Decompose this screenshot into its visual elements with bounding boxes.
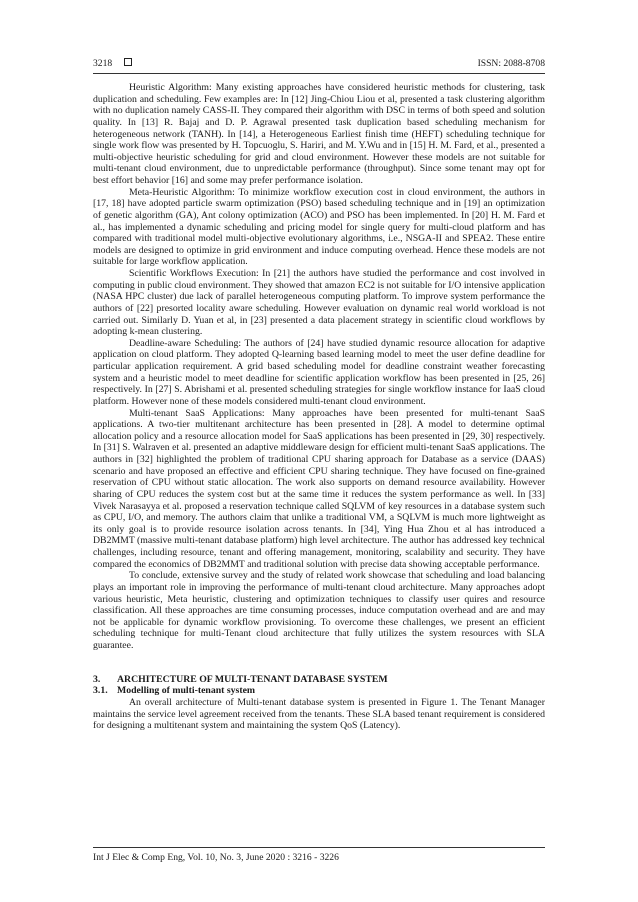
header-divider <box>93 73 545 74</box>
paragraph-deadline-aware-scheduling: Deadline-aware Scheduling: The authors of [24] have studied dynamic resource allocation for adaptive application on cloud platform. They adopted Q-learning based learning model to meet the user define deadline for particular application requirement. A grid based scheduling model for deadline constraint weather forecasting system and a heuristic model to meet deadline for scientific application workflow has been presented in [25, 26] respectively. In [27] S. Abrishami et al. presented scheduling strategies for single workflow instance for IaaS cloud platform. However none of these models considered multi-tenant cloud environment. <box>93 337 545 407</box>
footer-divider <box>93 847 545 848</box>
paragraph-architecture-overview: An overall architecture of Multi-tenant database system is presented in Figure 1. The Tenant Manager maintains the service level agreement received from the tenants. These SLA based tenant requirement is considered for designing a multitenant system and maintaining the system QoS (Latency). <box>93 696 545 732</box>
paragraph-scientific-workflows: Scientific Workflows Execution: In [21] the authors have studied the performance and cost involved in computing in public cloud environment. They showed that amazon EC2 is not suitable for I/O intensive application (NASA HPC cluster) due lack of parallel heterogeneous computing platform. To improve system performance the authors of [22] presorted locality aware scheduling. However evaluation on dynamic real world workload is not carried out. Similarly D. Yuan et al, in [23] presented a data placement strategy in scientific cloud workflows by adopting k-mean clustering. <box>93 268 545 338</box>
section-spacer <box>93 652 545 674</box>
paragraph-conclusion: To conclude, extensive survey and the study of related work showcase that scheduling and load balancing plays an important role in improving the performance of multi-tenant cloud architecture. Many approaches adopt various heuristic, Meta heuristic, clustering and optimization techniques to classify user quires and resource classification. All these approaches are time consuming processes, induce computation overhead and are and may not be applicable for dynamic workflow provisioning. To overcome these challenges, we present an efficient scheduling technique for multi-Tenant cloud architecture that fully utilizes the system resources with SLA guarantee. <box>93 570 545 651</box>
section-title: ARCHITECTURE OF MULTI-TENANT DATABASE SYSTEM <box>117 673 388 685</box>
section-number: 3. <box>93 673 101 685</box>
section-heading <box>93 674 545 686</box>
square-box-icon <box>124 58 132 66</box>
issn-label: ISSN: 2088-8708 <box>477 58 545 69</box>
subsection-heading <box>93 685 545 697</box>
page-header <box>93 56 545 72</box>
paragraph-multi-tenant-saas: Multi-tenant SaaS Applications: Many approaches have been presented for multi-tenant SaaS applications. A two-tier multitenant architecture has been presented in [28]. A model to determine optimal allocation policy and a resource allocation model for SaaS applications has been presented in [29, 30] respectively. In [31] S. Walraven et al. presented an adaptive middleware design for efficient multi-tenant SaaS applications. The authors in [32] highlighted the problem of traditional CPU sharing approach for Database as a service (DAAS) scenario and have proposed an effective and efficient CPU sharing technique. They have focused on fine-grained reservation of CPU without static allocation. The work also supports on demand resource availability. However sharing of CPU reduces the system cost but at the same time it reduces the system performance as well. In [33] Vivek Narasayya et al. proposed a reservation technique called SQLVM of key resources in a database system such as CPU, I/O, and memory. The authors claim that unlike a traditional VM, a SQLVM is much more lightweight as its only goal is to provide resource isolation across tenants. In [34], Ying Hua Zhou et al has introduced a DB2MMT (massive multi-tenant database platform) high level architecture. The author has addressed key technical challenges, including resource, tenant and offering management, monitoring, scalability and security. They have compared the economics of DB2MMT and traditional solution with precise data showing acceptable performance. <box>93 407 545 570</box>
body-text <box>93 82 545 732</box>
subsection-title: Modelling of multi-tenant system <box>117 685 256 697</box>
subsection-number: 3.1. <box>93 685 108 697</box>
page-number: 3218 <box>93 58 113 69</box>
journal-citation: Int J Elec & Comp Eng, Vol. 10, No. 3, June 2020 : 3216 - 3226 <box>93 852 339 863</box>
paragraph-meta-heuristic-algorithm: Meta-Heuristic Algorithm: To minimize workflow execution cost in cloud environment, the authors in [17, 18] have adopted particle swarm optimization (PSO) based scheduling technique and in [19] an optimization of genetic algorithm (GA), Ant colony optimization (ACO) and PSO has been implemented. In [20] H. M. Fard et al., has implemented a dynamic scheduling and pricing model for single query for multi-cloud platform and has compared with traditional model multi-objective evolutionary algorithms, i.e., NSGA-II and SPEA2. These entire models are designed to optimize in grid environment and induce computing overhead. Hence these models are not suitable for large workflow application. <box>93 186 545 268</box>
paragraph-heuristic-algorithm: Heuristic Algorithm: Many existing approaches have considered heuristic methods for clustering, task duplication and scheduling. Few examples are: In [12] Jing-Chiou Liou et al, presented a task clustering algorithm with no duplication namely CASS-II. They compared their algorithm with DSC in terms of both speed and solution quality. In [13] R. Bajaj and D. P. Agrawal presented task duplication based scheduling mechanism for heterogeneous network (TANH). In [14], a Heterogeneous Earliest finish time (HEFT) scheduling technique for single work flow was presented by H. Topcuoglu, S. Hariri, and M. Y.Wu and in [15] H. M. Fard, et al., presented a multi-objective heuristic scheduling for grid and cloud environment. However these models are not suitable for multi-tenant cloud environment, due to unpredictable performance (throughput). Since some tenant may opt for best effort behavior [16] and some may prefer performance isolation. <box>93 82 545 186</box>
